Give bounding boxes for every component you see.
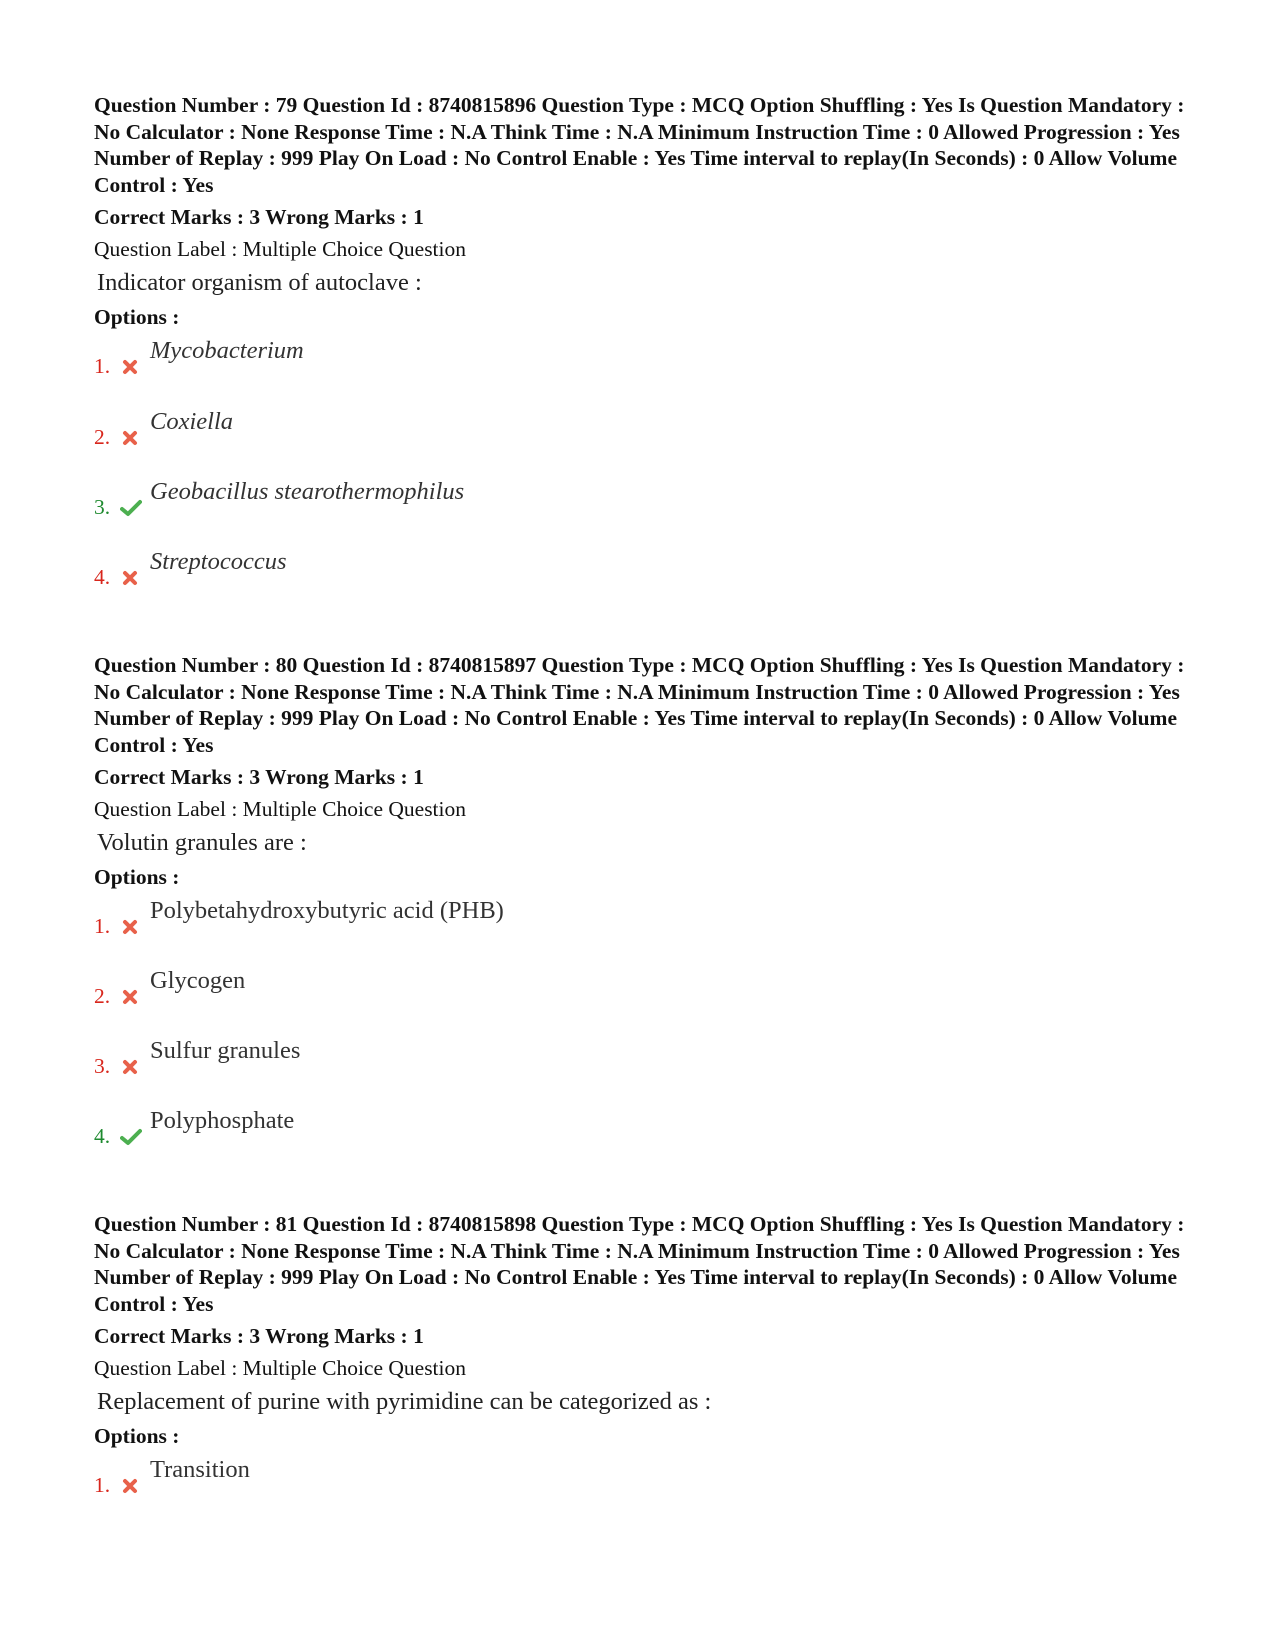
option-text: Sulfur granules — [150, 1037, 301, 1064]
option-text: Glycogen — [150, 967, 246, 994]
options-list — [94, 1449, 1204, 1519]
option-number: 2. — [94, 984, 111, 1008]
cross-icon — [120, 569, 142, 587]
question-block-79 — [94, 92, 1204, 611]
question-meta: Question Number : 79 Question Id : 8740815896 Question Type : MCQ Option Shuffling : Yes Is Question Mandatory : No Calculator : None Response Time : N.A Think Time : N.A Minimum Instruction Time : 0 Allowed Progression : Yes Number of Replay : 999 Play On Load : No Control Enable : Yes Time interval to replay(In Seconds) : 0 Allow Volume Control : Yes — [94, 93, 1185, 197]
option-number: 4. — [94, 1124, 111, 1148]
question-text: Volutin granules are : — [97, 829, 307, 856]
question-marks: Correct Marks : 3 Wrong Marks : 1 — [94, 765, 424, 789]
option-number: 1. — [94, 1473, 111, 1497]
option-number: 2. — [94, 425, 111, 449]
option-text: Coxiella — [150, 408, 234, 435]
option-item — [94, 890, 1204, 960]
question-marks: Correct Marks : 3 Wrong Marks : 1 — [94, 205, 424, 229]
question-meta: Question Number : 80 Question Id : 8740815897 Question Type : MCQ Option Shuffling : Yes Is Question Mandatory : No Calculator : None Response Time : N.A Think Time : N.A Minimum Instruction Time : 0 Allowed Progression : Yes Number of Replay : 999 Play On Load : No Control Enable : Yes Time interval to replay(In Seconds) : 0 Allow Volume Control : Yes — [94, 653, 1185, 757]
option-item — [94, 471, 1204, 541]
question-text: Indicator organism of autoclave : — [97, 269, 422, 296]
question-label: Question Label : Multiple Choice Question — [94, 797, 467, 821]
option-text: Polyphosphate — [150, 1107, 295, 1134]
question-label: Question Label : Multiple Choice Question — [94, 237, 467, 261]
options-list — [94, 890, 1204, 1170]
option-text: Transition — [150, 1456, 250, 1483]
check-icon — [120, 499, 142, 517]
question-block-81 — [94, 1211, 1204, 1519]
cross-icon — [120, 1058, 142, 1076]
option-number: 4. — [94, 565, 111, 589]
cross-icon — [120, 429, 142, 447]
question-text: Replacement of purine with pyrimidine can be categorized as : — [97, 1388, 712, 1415]
option-item — [94, 400, 1204, 471]
cross-icon — [120, 918, 142, 936]
options-heading: Options : — [94, 865, 180, 889]
check-icon — [120, 1128, 142, 1146]
option-number: 1. — [94, 354, 111, 378]
question-meta: Question Number : 81 Question Id : 8740815898 Question Type : MCQ Option Shuffling : Yes Is Question Mandatory : No Calculator : None Response Time : N.A Think Time : N.A Minimum Instruction Time : 0 Allowed Progression : Yes Number of Replay : 999 Play On Load : No Control Enable : Yes Time interval to replay(In Seconds) : 0 Allow Volume Control : Yes — [94, 1212, 1185, 1316]
option-item — [94, 1449, 1204, 1519]
option-text: Geobacillus stearothermophilus — [150, 478, 465, 505]
cross-icon — [120, 1477, 142, 1495]
option-item — [94, 330, 1204, 400]
options-list — [94, 330, 1204, 611]
option-text: Mycobacterium — [150, 337, 304, 364]
option-item — [94, 1030, 1204, 1100]
option-item — [94, 960, 1204, 1030]
option-text: Polybetahydroxybutyric acid (PHB) — [150, 897, 504, 924]
cross-icon — [120, 358, 142, 376]
question-block-80 — [94, 652, 1204, 1170]
option-number: 3. — [94, 1054, 111, 1078]
cross-icon — [120, 988, 142, 1006]
option-item — [94, 1100, 1204, 1170]
option-number: 3. — [94, 495, 111, 519]
option-number: 1. — [94, 914, 111, 938]
options-heading: Options : — [94, 305, 180, 329]
question-label: Question Label : Multiple Choice Question — [94, 1356, 467, 1380]
option-item — [94, 541, 1204, 611]
options-heading: Options : — [94, 1424, 180, 1448]
question-marks: Correct Marks : 3 Wrong Marks : 1 — [94, 1324, 424, 1348]
option-text: Streptococcus — [150, 548, 287, 575]
